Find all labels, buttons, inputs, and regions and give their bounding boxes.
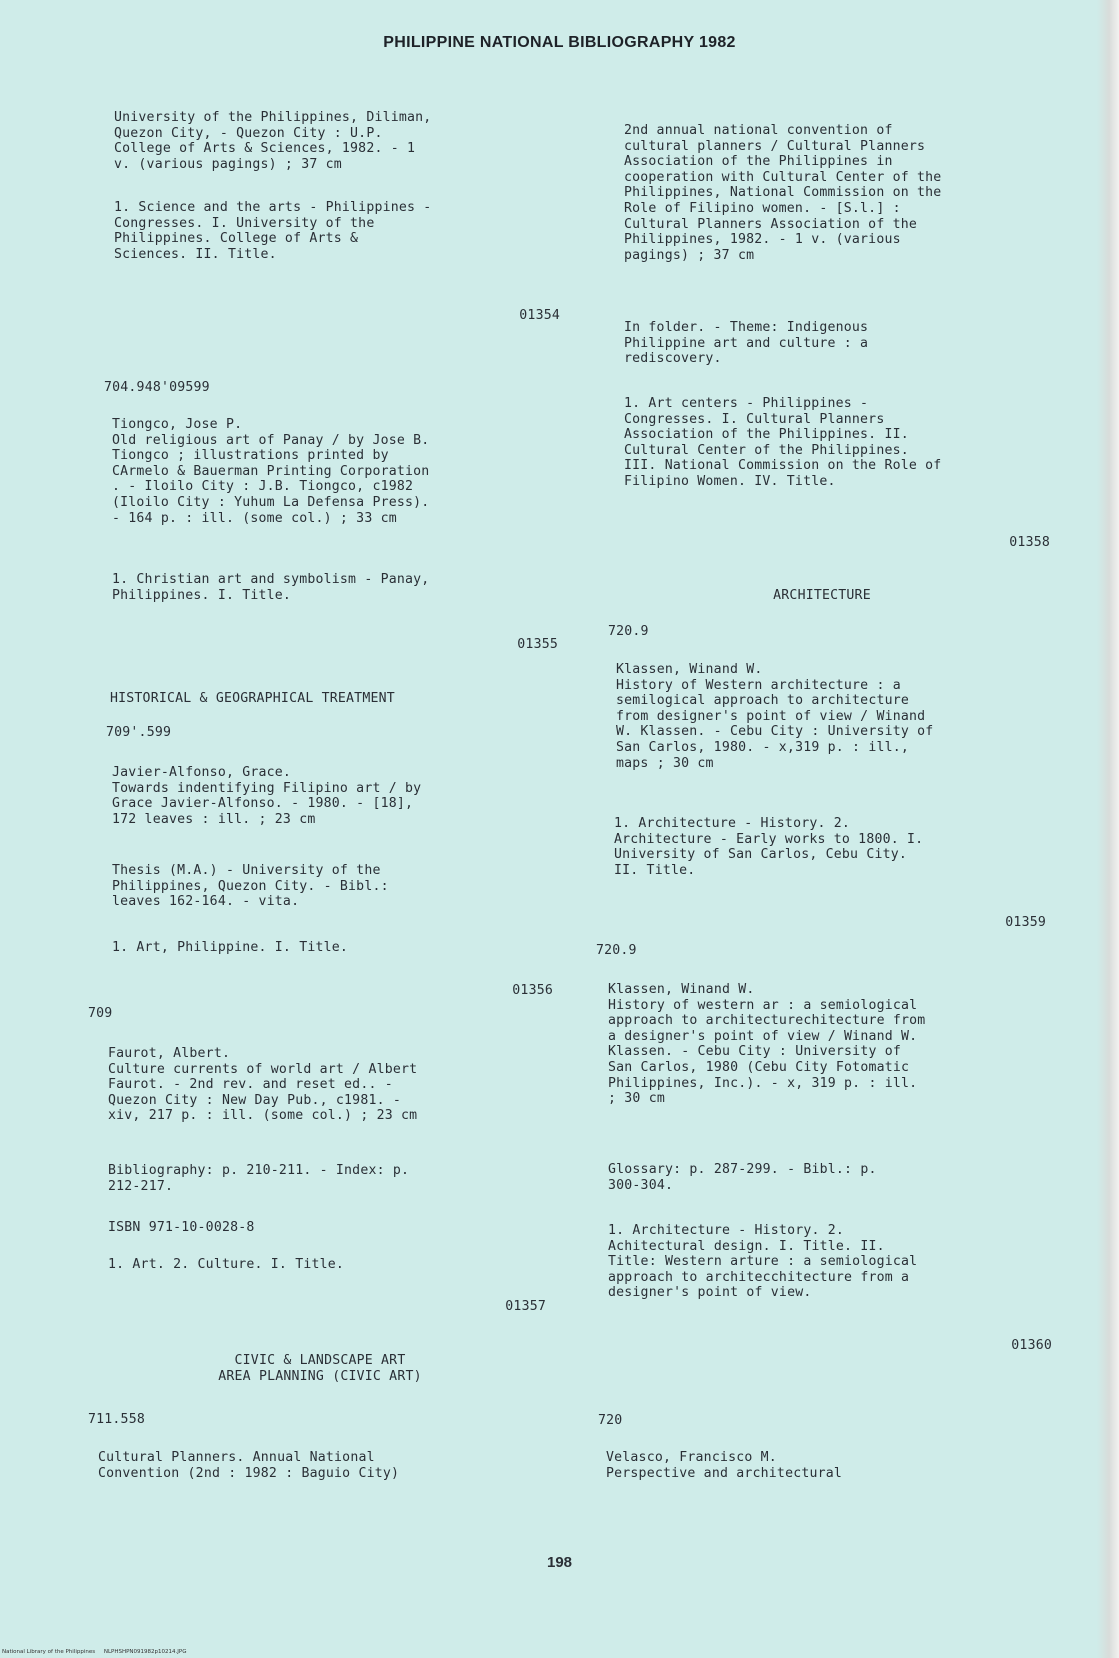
entry-01361-class-number: 720 [598, 1413, 623, 1428]
entry-01357-note: Bibliography: p. 210-211. - Index: p. 212-217. [108, 1163, 410, 1194]
entry-number-01355: 01355 [517, 637, 558, 652]
entry-01357-description: Faurot, Albert. Culture currents of world art / Albert Faurot. - 2nd rev. and reset ed.. - Quezon City : New Day Pub., c1981. - xiv, 217 p. : ill. (some col.) ; 23 cm [108, 1046, 418, 1124]
page-header-title: PHILIPPINE NATIONAL BIBLIOGRAPHY 1982 [383, 34, 736, 51]
entry-01361-description: Velasco, Francisco M. Perspective and architectural [606, 1450, 843, 1481]
section-heading-historical: HISTORICAL & GEOGRAPHICAL TREATMENT [110, 691, 395, 706]
entry-01356-description: Javier-Alfonso, Grace. Towards indentifying Filipino art / by Grace Javier-Alfonso. - 1980. - [18], 172 leaves : ill. ; 23 cm [112, 765, 422, 827]
entry-01360-note: Glossary: p. 287-299. - Bibl.: p. 300-304. [608, 1162, 877, 1193]
entry-01355-class-number: 704.948'09599 [104, 380, 210, 395]
entry-01358-note: In folder. - Theme: Indigenous Philippine art and culture : a rediscovery. [624, 320, 869, 367]
entry-01357-subjects: 1. Art. 2. Culture. I. Title. [108, 1257, 345, 1272]
entry-01360-class-number: 720.9 [596, 943, 637, 958]
entry-01356-class-number: 709'.599 [106, 725, 172, 740]
entry-01359-class-number: 720.9 [608, 624, 649, 639]
section-heading-civic-art: CIVIC & LANDSCAPE ART AREA PLANNING (CIVIC ART) [218, 1353, 422, 1384]
entry-01355-description: Tiongco, Jose P. Old religious art of Panay / by Jose B. Tiongco ; illustrations printed by CArmelo & Bauerman Printing Corporation . - Iloilo City : J.B. Tiongco, c1982 (Iloilo City : Yuhum La Defensa Press). - 164 p. : ill. (some col.) ; 33 cm [112, 417, 430, 526]
entry-01356-note: Thesis (M.A.) - University of the Philippines, Quezon City. - Bibl.: leaves 162-164. - vita. [112, 863, 389, 910]
entry-01358-main-heading: Cultural Planners. Annual National Convention (2nd : 1982 : Baguio City) [98, 1450, 400, 1481]
entry-number-01360: 01360 [1011, 1338, 1052, 1353]
entry-number-01357: 01357 [505, 1299, 546, 1314]
entry-number-01356: 01356 [512, 983, 553, 998]
page-edge-shadow [1097, 0, 1119, 1658]
entry-01359-description: Klassen, Winand W. History of Western architecture : a semilogical approach to architecture from designer's point of view / Winand W. Klassen. - Cebu City : University of San Carlos, 1980. - x,319 p. : ill., maps ; 30 cm [616, 662, 934, 771]
entry-01354-subjects: 1. Science and the arts - Philippines - Congresses. I. University of the Philippines. College of Arts & Sciences. II. Title. [114, 200, 432, 262]
section-heading-architecture: ARCHITECTURE [773, 588, 871, 603]
entry-01360-description: Klassen, Winand W. History of western ar : a semiological approach to architecturechitecture from a designer's point of view / Winand W. Klassen. - Cebu City : University of San Carlos, 1980 (Cebu City Fotomatic Philippines, Inc.). - x, 319 p. : ill. ; 30 cm [608, 982, 926, 1107]
page-number: 198 [546, 1554, 573, 1571]
entry-01357-class-number: 709 [88, 1006, 113, 1021]
entry-number-01359: 01359 [1005, 915, 1046, 930]
entry-01358-subjects: 1. Art centers - Philippines - Congresses. I. Cultural Planners Association of the Philippines. II. Cultural Center of the Philippines. III. National Commission on the Role of Filipino Women. IV. Title. [624, 396, 942, 489]
entry-01358-description: 2nd annual national convention of cultural planners / Cultural Planners Association of the Philippines in cooperation with Cultural Center of the Philippines, National Commission on the Role of Filipino women. - [S.l.] : Cultural Planners Association of the Philippines, 1982. - 1 v. (various pagings) ; 37 cm [624, 123, 942, 263]
entry-01356-subjects: 1. Art, Philippine. I. Title. [112, 940, 349, 955]
entry-01360-subjects: 1. Architecture - History. 2. Achitectural design. I. Title. II. Title: Western arture : a semiological approach to architecchitecture from a designer's point of view. [608, 1223, 918, 1301]
entry-01357-isbn: ISBN 971-10-0028-8 [108, 1220, 255, 1235]
entry-01354-description: University of the Philippines, Diliman, Quezon City, - Quezon City : U.P. College of Arts & Sciences, 1982. - 1 v. (various pagings) ; 37 cm [114, 110, 432, 172]
entry-01358-class-number: 711.558 [88, 1412, 145, 1427]
entry-number-01354: 01354 [519, 308, 560, 323]
entry-number-01358: 01358 [1009, 535, 1050, 550]
entry-01359-subjects: 1. Architecture - History. 2. Architecture - Early works to 1800. I. University of San Carlos, Cebu City. II. Title. [614, 816, 924, 878]
entry-01355-subjects: 1. Christian art and symbolism - Panay, Philippines. I. Title. [112, 572, 430, 603]
scan-credit-line: National Library of the Philippines NLPHSHPN091982p10214.JPG [2, 1649, 187, 1655]
